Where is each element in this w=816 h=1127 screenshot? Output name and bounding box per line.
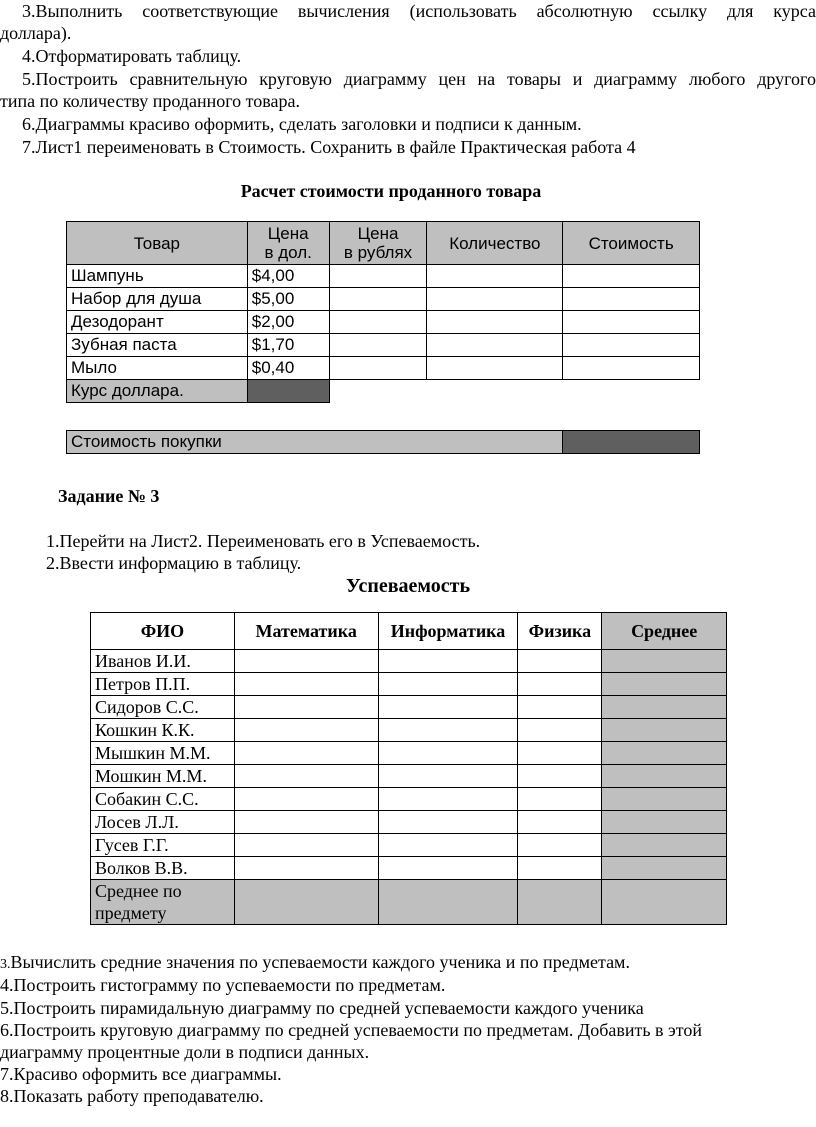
table-cell — [234, 719, 378, 742]
header-quantity: Количество — [427, 222, 563, 265]
table-row — [67, 334, 700, 357]
student-name: Петров П.П. — [91, 673, 235, 696]
table-cell — [234, 765, 378, 788]
table-cell — [518, 650, 602, 673]
student-name: Собакин С.С. — [91, 788, 235, 811]
table-cell — [234, 742, 378, 765]
student-name: Кошкин К.К. — [91, 719, 235, 742]
total-table — [66, 430, 700, 454]
header-name: ФИО — [91, 613, 235, 650]
total-label: Стоимость покупки — [67, 431, 563, 454]
table-row — [67, 357, 700, 380]
task3-heading: Задание № 3 — [58, 486, 160, 506]
header-physics: Физика — [518, 613, 602, 650]
item3-line1: 3.Выполнить соответствующие вычисления (использовать абсолютную ссылку для курса — [22, 1, 816, 21]
step6-line1: 6.Построить круговую диаграмму по средней успеваемости по предметам. Добавить в этой — [0, 1020, 703, 1040]
item7: 7.Лист1 переименовать в Стоимость. Сохранить в файле Практическая работа 4 — [22, 137, 636, 157]
table-cell — [518, 857, 602, 880]
table-row — [91, 857, 727, 880]
table-cell — [602, 811, 727, 834]
student-name: Мошкин М.М. — [91, 765, 235, 788]
table-row — [91, 673, 727, 696]
table-cell — [234, 880, 378, 925]
student-name: Сидоров С.С. — [91, 696, 235, 719]
table-cell — [378, 696, 518, 719]
step3: 3.Вычислить средние значения по успеваемости каждого ученика и по предметам. — [0, 952, 630, 972]
header-informatics: Информатика — [378, 613, 518, 650]
table-cell — [602, 650, 727, 673]
table-cell — [234, 788, 378, 811]
table-row — [67, 311, 700, 334]
table-cell — [602, 857, 727, 880]
table-row — [91, 788, 727, 811]
table-cell — [378, 650, 518, 673]
table-cell — [602, 719, 727, 742]
product-name: Зубная паста — [67, 334, 248, 357]
table-cell — [234, 857, 378, 880]
step7: 7.Красиво оформить все диаграммы. — [0, 1064, 282, 1084]
table-row — [91, 742, 727, 765]
student-name: Волков В.В. — [91, 857, 235, 880]
header-math: Математика — [234, 613, 378, 650]
table-cell — [518, 673, 602, 696]
product-name: Дезодорант — [67, 311, 248, 334]
table-cell — [602, 880, 727, 925]
task3-step2: 2.Ввести информацию в таблицу. — [46, 553, 302, 573]
table1-title: Расчет стоимости проданного товара — [240, 181, 542, 201]
table-cell — [378, 788, 518, 811]
table-cell — [602, 673, 727, 696]
total-value-cell — [563, 431, 700, 454]
student-name: Мышкин М.М. — [91, 742, 235, 765]
table-header-row — [67, 222, 700, 265]
table-cell — [518, 696, 602, 719]
table-cell — [378, 673, 518, 696]
student-name: Иванов И.И. — [91, 650, 235, 673]
step6-line2: диаграмму процентные доли в подписи данных. — [0, 1042, 370, 1062]
table-cell — [518, 719, 602, 742]
rate-label: Курс доллара. — [67, 380, 248, 403]
table2-title: Успеваемость — [345, 575, 471, 597]
table-cell — [234, 673, 378, 696]
table-cell — [518, 742, 602, 765]
step5: 5.Построить пирамидальную диаграмму по средней успеваемости каждого ученика — [0, 998, 644, 1018]
item3-line2: доллара). — [0, 23, 72, 43]
table-cell — [518, 811, 602, 834]
table-row — [91, 834, 727, 857]
grades-table — [90, 612, 727, 925]
table-row — [91, 765, 727, 788]
table-cell — [378, 719, 518, 742]
table-cell — [602, 834, 727, 857]
rate-value-cell — [247, 380, 329, 403]
product-name: Шампунь — [67, 265, 248, 288]
table-cell — [378, 765, 518, 788]
header-price-usd: Цена в дол. — [247, 222, 329, 265]
table-cell — [378, 742, 518, 765]
item5-line2: типа по количеству проданного товара. — [0, 91, 301, 111]
step4: 4.Построить гистограмму по успеваемости по предметам. — [0, 975, 446, 995]
price-usd: $2,00 — [247, 311, 329, 334]
table-cell — [378, 857, 518, 880]
table-row — [91, 719, 727, 742]
header-price-rub: Цена в рублях — [329, 222, 427, 265]
step8: 8.Показать работу преподавателю. — [0, 1086, 264, 1106]
table-cell — [234, 650, 378, 673]
table-row — [67, 265, 700, 288]
table-row — [91, 650, 727, 673]
table-cell — [518, 880, 602, 925]
table-cell — [602, 765, 727, 788]
product-name: Набор для душа — [67, 288, 248, 311]
rate-row — [67, 380, 700, 403]
table-cell — [518, 765, 602, 788]
student-name: Гусев Г.Г. — [91, 834, 235, 857]
header-average: Среднее — [602, 613, 727, 650]
table-cell — [518, 834, 602, 857]
item6: 6.Диаграммы красиво оформить, сделать заголовки и подписи к данным. — [22, 114, 582, 134]
table-cell — [378, 834, 518, 857]
product-name: Мыло — [67, 357, 248, 380]
task3-step1: 1.Перейти на Лист2. Переименовать его в Успеваемость. — [46, 531, 481, 551]
item5-line1: 5.Построить сравнительную круговую диаграмму цен на товары и диаграмму любого другого — [22, 69, 816, 89]
table-cell — [602, 788, 727, 811]
table-cell — [234, 834, 378, 857]
price-usd: $0,40 — [247, 357, 329, 380]
table-cell — [234, 811, 378, 834]
header-cost: Стоимость — [563, 222, 700, 265]
table-cell — [602, 696, 727, 719]
table-cell — [234, 696, 378, 719]
table-cell — [378, 880, 518, 925]
average-row — [91, 880, 727, 925]
table-cell — [518, 788, 602, 811]
price-usd: $4,00 — [247, 265, 329, 288]
table-row — [67, 288, 700, 311]
item4: 4.Отформатировать таблицу. — [22, 46, 242, 66]
price-usd: $1,70 — [247, 334, 329, 357]
cost-table — [66, 221, 700, 403]
table-row — [91, 696, 727, 719]
table-header-row — [91, 613, 727, 650]
table-cell — [602, 742, 727, 765]
student-name: Лосев Л.Л. — [91, 811, 235, 834]
price-usd: $5,00 — [247, 288, 329, 311]
header-product: Товар — [67, 222, 248, 265]
average-label: Среднее по предмету — [91, 880, 235, 925]
table-cell — [378, 811, 518, 834]
table-row — [91, 811, 727, 834]
